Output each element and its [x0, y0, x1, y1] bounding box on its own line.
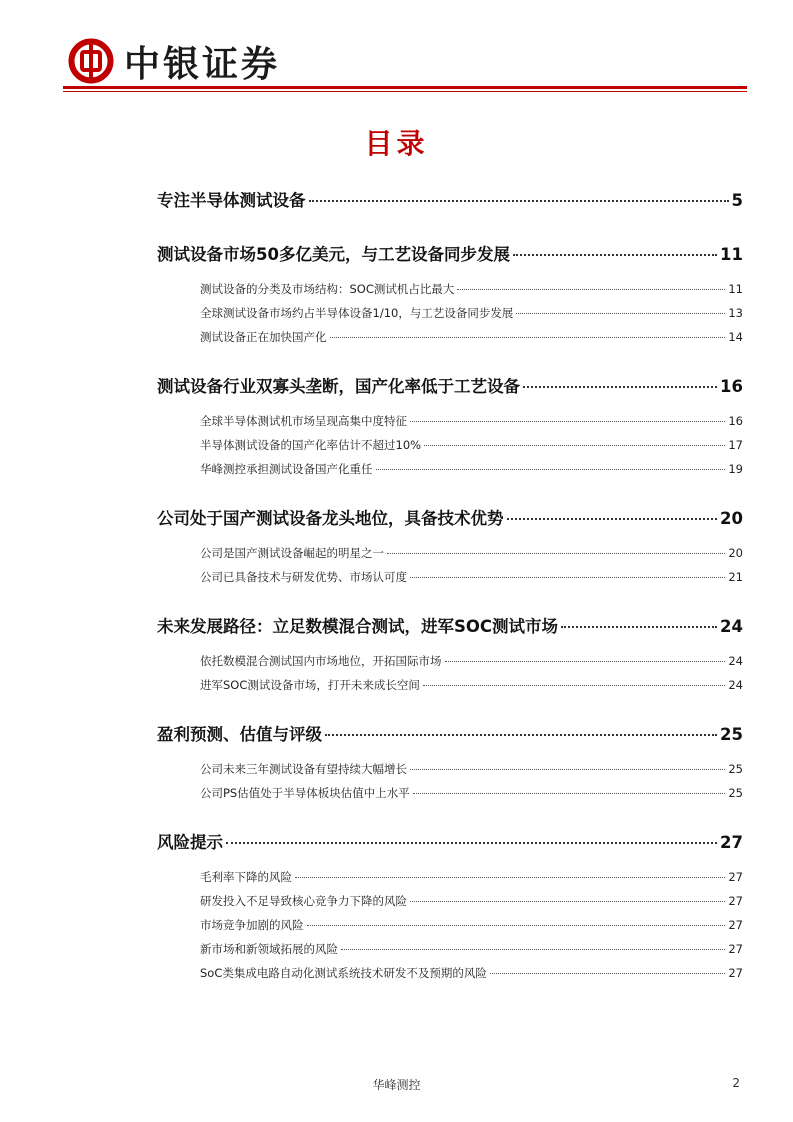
toc-subentry-title: 公司未来三年测试设备有望持续大幅增长 — [200, 762, 407, 776]
toc-entry[interactable] — [157, 371, 743, 403]
dot-leader — [387, 553, 725, 554]
toc-subentry-title: 依托数模混合测试国内市场地位，开拓国际市场 — [200, 654, 442, 668]
toc-subentry-page: 25 — [728, 786, 743, 800]
toc-entry-page: 11 — [720, 245, 743, 264]
toc-subentry-title: 新市场和新领域拓展的风险 — [200, 942, 338, 956]
toc-section — [157, 239, 743, 349]
dot-leader — [507, 518, 718, 520]
toc-subentry-page: 27 — [728, 942, 743, 956]
dot-leader — [309, 200, 729, 202]
toc-subentry-page: 11 — [728, 282, 743, 296]
dot-leader — [445, 661, 726, 662]
dot-leader — [516, 313, 725, 314]
toc-title: 目录 — [364, 127, 429, 160]
dot-leader — [410, 421, 725, 422]
toc-subentry-page: 17 — [728, 438, 743, 452]
toc-section — [157, 371, 743, 481]
toc-subentry-page: 14 — [728, 330, 743, 344]
toc-subentry-page: 19 — [728, 462, 743, 476]
toc-subentry-page: 21 — [728, 570, 743, 584]
toc-subentry[interactable] — [157, 433, 743, 457]
table-of-contents — [157, 185, 743, 1007]
toc-subentry[interactable] — [157, 781, 743, 805]
toc-entry-title: 专注半导体测试设备 — [157, 191, 306, 210]
toc-subentry-title: 测试设备正在加快国产化 — [200, 330, 327, 344]
toc-subentry[interactable] — [157, 565, 743, 589]
toc-subentry[interactable] — [157, 937, 743, 961]
toc-entry[interactable] — [157, 185, 743, 217]
toc-subentry-page: 27 — [728, 966, 743, 980]
toc-subentry-title: 公司是国产测试设备崛起的明星之一 — [200, 546, 384, 560]
dot-leader — [295, 877, 725, 878]
toc-entry-title: 测试设备市场50多亿美元，与工艺设备同步发展 — [157, 245, 510, 264]
toc-subentry-title: SoC类集成电路自动化测试系统技术研发不及预期的风险 — [200, 966, 487, 980]
dot-leader — [561, 626, 717, 628]
toc-subentry-page: 13 — [728, 306, 743, 320]
page-number: 2 — [732, 1076, 740, 1090]
toc-subentry-page: 27 — [728, 918, 743, 932]
toc-subentry[interactable] — [157, 325, 743, 349]
header-divider-thin — [63, 91, 747, 92]
toc-subentry[interactable] — [157, 865, 743, 889]
toc-entry-page: 5 — [731, 191, 743, 210]
toc-subentry[interactable] — [157, 409, 743, 433]
dot-leader — [307, 925, 726, 926]
page-header — [0, 0, 793, 95]
toc-section — [157, 503, 743, 589]
toc-entry[interactable] — [157, 503, 743, 535]
toc-section — [157, 611, 743, 697]
toc-subentry-title: 市场竞争加剧的风险 — [200, 918, 304, 932]
toc-subentry-page: 25 — [728, 762, 743, 776]
dot-leader — [424, 445, 725, 446]
toc-subentry[interactable] — [157, 961, 743, 985]
dot-leader — [226, 842, 717, 844]
dot-leader — [513, 254, 717, 256]
toc-entry-page: 16 — [720, 377, 743, 396]
toc-subentry-title: 公司PS估值处于半导体板块估值中上水平 — [200, 786, 410, 800]
toc-subentry[interactable] — [157, 889, 743, 913]
dot-leader — [490, 973, 725, 974]
dot-leader — [330, 337, 726, 338]
dot-leader — [410, 577, 725, 578]
toc-subentry[interactable] — [157, 277, 743, 301]
toc-subentry[interactable] — [157, 457, 743, 481]
dot-leader — [325, 734, 717, 736]
toc-section — [157, 185, 743, 217]
toc-section — [157, 827, 743, 985]
toc-subentry-page: 16 — [728, 414, 743, 428]
toc-entry[interactable] — [157, 611, 743, 643]
toc-entry[interactable] — [157, 827, 743, 859]
toc-entry[interactable] — [157, 719, 743, 751]
toc-subentry-page: 24 — [728, 678, 743, 692]
toc-entry-title: 风险提示 — [157, 833, 223, 852]
toc-subentry-page: 27 — [728, 894, 743, 908]
toc-subentry-page: 27 — [728, 870, 743, 884]
toc-entry-page: 25 — [720, 725, 743, 744]
toc-subentry-title: 华峰测控承担测试设备国产化重任 — [200, 462, 373, 476]
dot-leader — [423, 685, 725, 686]
toc-subentry[interactable] — [157, 301, 743, 325]
toc-subentry[interactable] — [157, 757, 743, 781]
toc-subentry-title: 研发投入不足导致核心竞争力下降的风险 — [200, 894, 407, 908]
toc-subentry-title: 半导体测试设备的国产化率估计不超过10% — [200, 438, 422, 452]
toc-entry-page: 24 — [720, 617, 743, 636]
toc-entry-page: 20 — [720, 509, 743, 528]
footer-company: 华峰测控 — [372, 1078, 421, 1092]
dot-leader — [410, 769, 725, 770]
dot-leader — [523, 386, 717, 388]
dot-leader — [413, 793, 726, 794]
toc-subentry-title: 公司已具备技术与研发优势、市场认可度 — [200, 570, 407, 584]
toc-subentry-title: 进军SOC测试设备市场，打开未来成长空间 — [200, 678, 420, 692]
bank-of-china-logo-icon — [68, 38, 114, 84]
toc-subentry-title: 毛利率下降的风险 — [200, 870, 292, 884]
toc-entry[interactable] — [157, 239, 743, 271]
toc-entry-page: 27 — [720, 833, 743, 852]
toc-section — [157, 719, 743, 805]
brand-name: 中银证券 — [124, 44, 281, 85]
toc-entry-title: 公司处于国产测试设备龙头地位，具备技术优势 — [157, 509, 504, 528]
toc-subentry[interactable] — [157, 673, 743, 697]
toc-subentry-title: 全球半导体测试机市场呈现高集中度特征 — [200, 414, 407, 428]
toc-subentry-page: 24 — [728, 654, 743, 668]
toc-entry-title: 盈利预测、估值与评级 — [157, 725, 322, 744]
dot-leader — [410, 901, 725, 902]
toc-subentry[interactable] — [157, 541, 743, 565]
toc-entry-title: 未来发展路径：立足数模混合测试，进军SOC测试市场 — [157, 617, 559, 636]
toc-entry-title: 测试设备行业双寡头垄断，国产化率低于工艺设备 — [157, 377, 520, 396]
dot-leader — [341, 949, 725, 950]
toc-subentry-title: 测试设备的分类及市场结构：SOC测试机占比最大 — [200, 282, 455, 296]
toc-subentry[interactable] — [157, 649, 743, 673]
toc-subentry-page: 20 — [728, 546, 743, 560]
dot-leader — [376, 469, 726, 470]
dot-leader — [457, 289, 725, 290]
toc-subentry[interactable] — [157, 913, 743, 937]
header-divider — [63, 86, 747, 89]
toc-subentry-title: 全球测试设备市场约占半导体设备1/10，与工艺设备同步发展 — [200, 306, 514, 320]
